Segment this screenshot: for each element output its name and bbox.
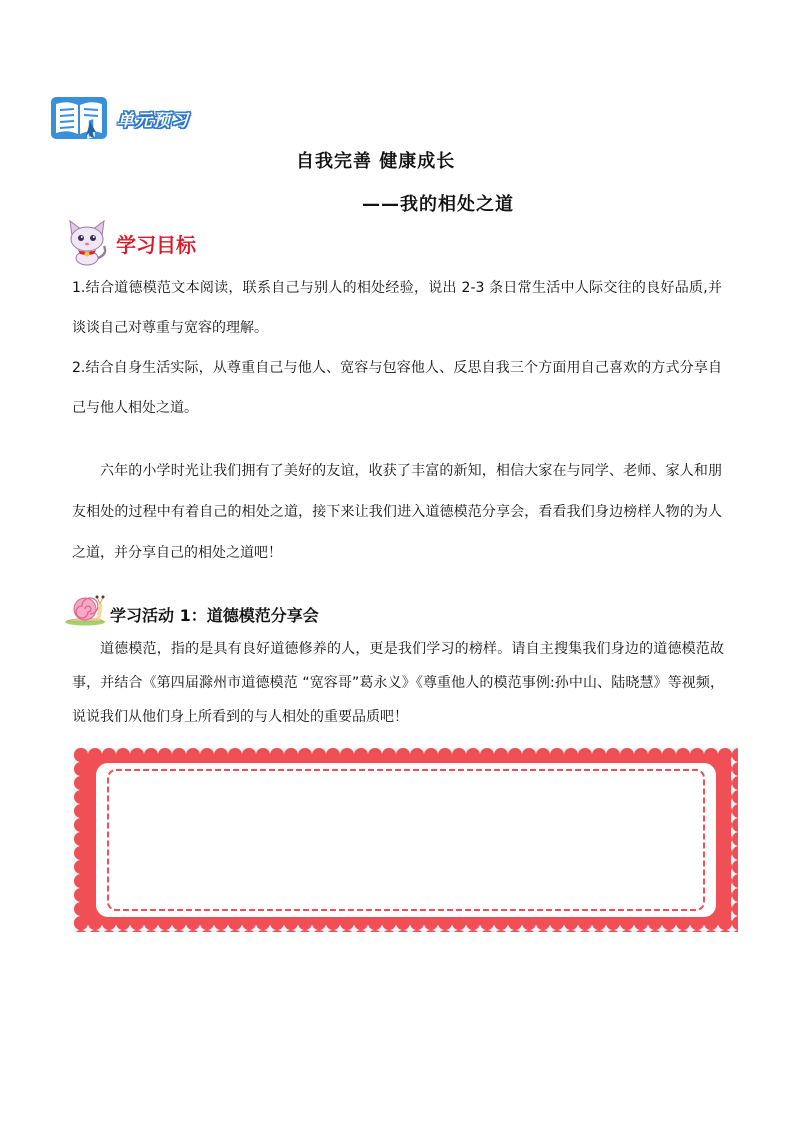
snail-icon <box>63 592 109 626</box>
goal-item-2: 2.结合自身生活实际，从尊重自己与他人、宽容与包容他人、反思自我三个方面用自己喜欢的方式分享自己与他人相处之道。 <box>72 360 722 416</box>
page-title: 自我完善 健康成长 <box>296 151 456 172</box>
unit-preview-label: 单元预习 <box>117 111 189 131</box>
open-book-icon <box>50 96 108 140</box>
intro-paragraph: 六年的小学时光让我们拥有了美好的友谊，收获了丰富的新知，相信大家在与同学、老师、家人和朋友相处的过程中有着自己的相处之道，接下来让我们进入道德模范分享会，看看我们身边榜样人物的为人之道，并分享自己的相处之道吧！ <box>72 463 722 561</box>
cat-mascot-icon <box>64 218 110 266</box>
answer-box[interactable] <box>74 748 738 932</box>
section-heading-activity: 学习活动 1：道德模范分享会 <box>110 606 319 625</box>
goal-item-1: 1.结合道德模范文本阅读，联系自己与别人的相处经验，说出 2-3 条日常生活中人际交往的良好品质,并谈谈自己对尊重与宽容的理解。 <box>72 280 722 336</box>
activity-paragraph: 道德模范，指的是具有良好道德修养的人，更是我们学习的榜样。请自主搜集我们身边的道德模范故事，并结合《第四届滁州市道德模范 “宽容哥”葛永义》《尊重他人的模范事例:孙中山、陆晓慧》等视频，说说我们从他们身上所看到的与人相处的重要品质吧！ <box>72 641 724 725</box>
page-subtitle: ——我的相处之道 <box>362 194 514 215</box>
section-heading-goals: 学习目标 <box>116 233 196 257</box>
